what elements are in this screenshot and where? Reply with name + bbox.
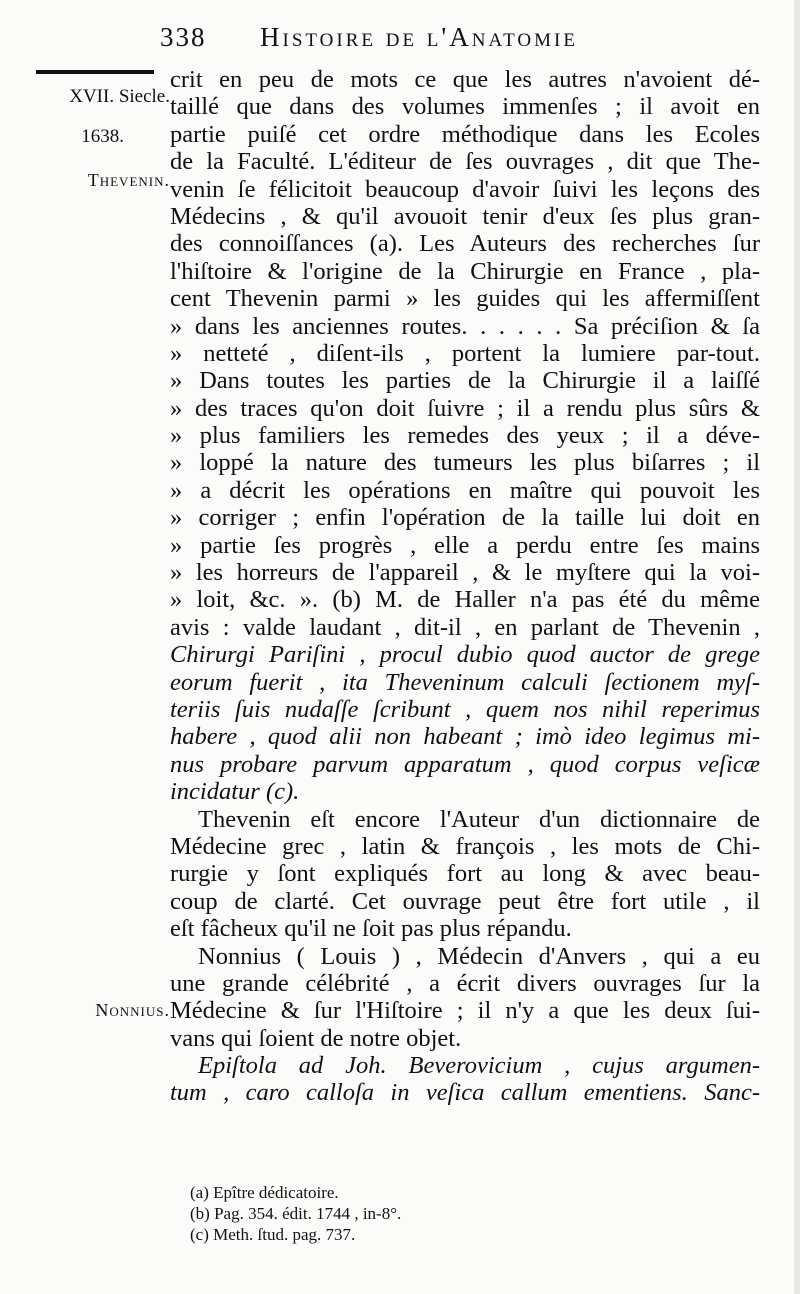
text-line: eſt fâcheux qu'il ne ſoit pas plus répandu. [170, 915, 572, 943]
text-line: » partie ſes progrès , elle a perdu entre ſes mains [170, 531, 760, 559]
text-line: » netteté , diſent-ils , portent la lumiere par-tout. [170, 339, 760, 367]
text-line: crit en peu de mots ce que les autres n'avoient dé- [170, 66, 760, 93]
margin-year: 1638. [81, 126, 124, 147]
text-line-latin: tum , caro calloſa in veſica callum ementiens. Sanc- [170, 1079, 760, 1107]
text-line: rurgie y ſont expliqués fort au long & avec beau- [170, 860, 760, 888]
text-line: Médecine grec , latin & françois , les mots de Chi- [170, 832, 760, 860]
text-line: des connoiſſances (a). Les Auteurs des recherches ſur [170, 230, 760, 258]
text-line-latin: eorum fuerit , ita Theveninum calculi ſectionem myſ- [170, 668, 760, 696]
text-line: » loit, &c. ». (b) M. de Haller n'a pas été du même [170, 586, 760, 614]
text-line: Nonnius ( Louis ) , Médecin d'Anvers , qui a eu [198, 942, 760, 970]
text-line-latin: Epiſtola ad Joh. Beverovicium , cujus argumen- [198, 1052, 760, 1080]
text-line: partie puiſé cet ordre méthodique dans les Ecoles [170, 120, 760, 148]
text-line: de la Faculté. L'éditeur de ſes ouvrages , dit que The- [170, 148, 760, 176]
text-line: » Dans toutes les parties de la Chirurgie il a laiſſé [170, 367, 760, 395]
text-line: une grande célébrité , a écrit divers ouvrages ſur la [170, 969, 760, 997]
text-line: » les horreurs de l'appareil , & le myſtere qui la voi- [170, 559, 760, 587]
text-line: avis : valde laudant , dit-il , en parlant de Thevenin , [170, 613, 760, 641]
text-line: Médecins , & qu'il avouoit tenir d'eux ſes plus gran- [170, 202, 760, 230]
footnote-c: (c) Meth. ſtud. pag. 737. [190, 1225, 356, 1244]
body-text [170, 66, 760, 1107]
margin-name-thevenin: Thevenin. [87, 170, 170, 190]
footnote-b: (b) Pag. 354. édit. 1744 , in-8°. [190, 1204, 402, 1223]
margin-name-nonnius: Nonnius. [95, 1000, 170, 1020]
footnote-a: (a) Epître dédicatoire. [190, 1183, 339, 1202]
text-line-latin: habere , quod alii non habeant ; imò ideo legimus mi- [170, 723, 760, 751]
text-line: » corriger ; enfin l'opération de la taille lui doit en [170, 504, 760, 532]
running-header [160, 22, 760, 62]
footnotes [190, 1182, 610, 1245]
text-line: » dans les anciennes routes. . . . . . Sa préciſion & ſa [170, 312, 760, 340]
margin-rule [36, 70, 154, 74]
text-line: vans qui ſoient de notre objet. [170, 1024, 462, 1052]
text-line-latin: nus probare parvum apparatum , quod corpus veſicæ [170, 750, 760, 778]
text-line: » loppé la nature des tumeurs les plus biſarres ; il [170, 449, 760, 477]
text-line: » plus familiers les remedes des yeux ; il a déve- [170, 422, 760, 450]
text-line: coup de clarté. Cet ouvrage peut être fort utile , il [170, 887, 760, 915]
text-line: Thevenin eſt encore l'Auteur d'un dictionnaire de [198, 805, 760, 833]
running-title: Histoire de l'Anatomie [260, 22, 578, 52]
text-line: » a décrit les opérations en maître qui pouvoit les [170, 476, 760, 504]
text-line: Médecine & ſur l'Hiſtoire ; il n'y a que les deux ſui- [170, 997, 760, 1025]
text-line-latin: incidatur (c). [170, 778, 300, 806]
page-edge [794, 0, 800, 1294]
page-number: 338 [160, 22, 207, 52]
text-line: » des traces qu'on doit ſuivre ; il a rendu plus sûrs & [170, 394, 760, 422]
text-line-latin: Chirurgi Pariſini , procul dubio quod auctor de grege [170, 641, 760, 669]
text-line: cent Thevenin parmi » les guides qui les affermiſſent [170, 285, 760, 313]
text-line-latin: teriis ſuis nudaſſe ſcribunt , quem nos nihil reperimus [170, 695, 760, 723]
text-line: taillé que dans des volumes immenſes ; il avoit en [170, 93, 760, 121]
text-line: l'hiſtoire & l'origine de la Chirurgie en France , pla- [170, 257, 760, 285]
text-line: venin ſe félicitoit beaucoup d'avoir ſuivi les leçons des [170, 175, 760, 203]
margin-century: XVII. Siecle. [69, 86, 170, 107]
